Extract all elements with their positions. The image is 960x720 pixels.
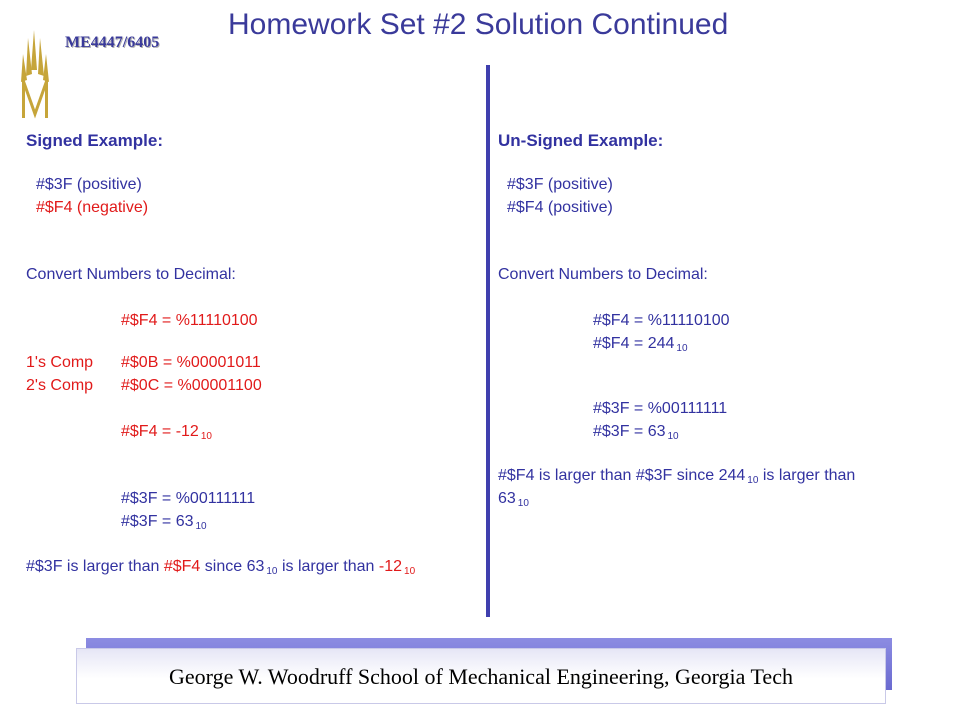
course-code: ME4447/6405: [65, 34, 160, 51]
signed-3f-decimal: #$3F = 63 $_{10}$: [121, 513, 207, 532]
unsigned-line-2: #$F4 (positive): [507, 199, 613, 216]
unsigned-f4-decimal: #$F4 = 244 $_{10}$: [593, 335, 688, 354]
signed-ones-comp-value: #$0B = %00001011: [121, 354, 261, 371]
unsigned-f4-binary: #$F4 = %11110100: [593, 312, 730, 329]
signed-f4-binary: #$F4 = %11110100: [121, 312, 258, 329]
signed-line-2: #$F4 (negative): [36, 199, 149, 216]
unsigned-heading: Un-Signed Example:: [498, 131, 664, 150]
signed-twos-comp-value: #$0C = %00001100: [121, 377, 262, 394]
unsigned-line-1: #$3F (positive): [507, 176, 613, 193]
footer-text: George W. Woodruff School of Mechanical Engineering, Georgia Tech: [169, 664, 793, 689]
unsigned-conclusion-line-1: #$F4 is larger than #$3F since 244 $_{10}$ is larger than: [498, 467, 856, 486]
signed-heading: Signed Example:: [26, 131, 163, 150]
unsigned-3f-binary: #$3F = %00111111: [593, 400, 728, 417]
column-divider: [486, 65, 490, 617]
signed-twos-comp-label: 2's Comp: [26, 377, 94, 394]
unsigned-conclusion-line-2: 63 $_{10}$: [498, 490, 529, 509]
institute-logo-icon: [20, 30, 50, 120]
signed-3f-binary: #$3F = %00111111: [121, 490, 256, 507]
signed-line-1: #$3F (positive): [36, 176, 142, 193]
signed-ones-comp-label: 1's Comp: [26, 354, 94, 371]
unsigned-convert-label: Convert Numbers to Decimal:: [498, 266, 708, 283]
footer-banner: [76, 648, 886, 704]
signed-convert-label: Convert Numbers to Decimal:: [26, 266, 236, 283]
page-title: Homework Set #2 Solution Continued: [228, 8, 729, 41]
signed-conclusion: #$3F is larger than #$F4 since 63 $_{10}$ is larger than -12 $_{10}$: [26, 558, 416, 577]
unsigned-3f-decimal: #$3F = 63 $_{10}$: [593, 423, 679, 442]
signed-f4-decimal: #$F4 = -12 $_{10}$: [121, 423, 212, 442]
